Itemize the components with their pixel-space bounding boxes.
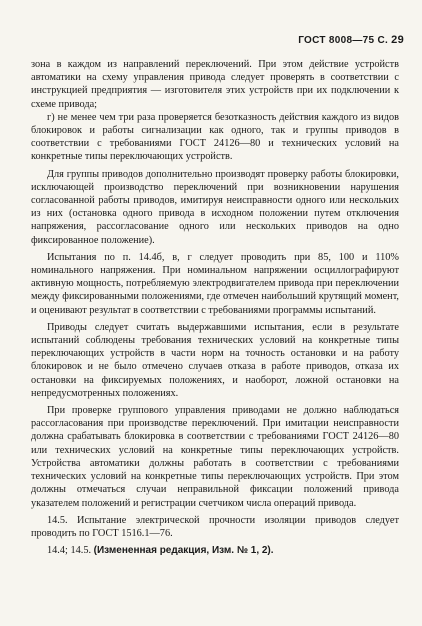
standard-code: ГОСТ 8008—75 [298, 35, 375, 46]
amendment-ref: 14.4; 14.5. [47, 545, 92, 557]
amendment-line [31, 544, 399, 557]
page-number: 29 [391, 34, 404, 46]
paragraph-voltage-tests: Испытания по п. 14.4б, в, г следует проводить при 85, 100 и 110% номинального напряжения. При номинальном напряжении осциллографируют активную мощность, потребляемую электродвигателем привода при переключении между фиксированными положениями, где отмечен наибольший крутящий момент, и оценивают результат в соответствии с требованиями программы испытаний. [31, 251, 399, 316]
document-body [31, 58, 399, 557]
paragraph-item-g: г) не менее чем три раза проверяется безотказность действия каждого из видов блокировок и работы сигнализации как одного, так и группы приводов в соответствии с требованиями ГОСТ 24126—80 и технических условий на конкретные типы переключающих устройств. [31, 111, 399, 163]
page-header [298, 34, 404, 46]
paragraph-group-drives: Для группы приводов дополнительно производят проверку работы блокировки, исключающей производство переключений при возникновении нарушения согласованной работы приводов, имитируя неисправности одного или нескольких из них (остановка одного привода в исходном положении путем отключения напряжения, рассогласование одного или нескольких приводов на одно фиксированное положение). [31, 168, 399, 246]
page-prefix: С. [377, 35, 389, 46]
amendment-note: (Измененная редакция, Изм. № 1, 2). [93, 545, 274, 557]
paragraph-continuation: зона в каждом из направлений переключений. При этом действие устройств автоматики на схему управления привода следует проверять в соответствии с инструкцией предприятия — изготовителя этих устройств при их подключении к схеме привода; [31, 59, 399, 110]
paragraph-14-5: 14.5. Испытание электрической прочности изоляции приводов следует проводить по ГОСТ 1516.1—76. [31, 514, 399, 539]
paragraph-pass-criteria: Приводы следует считать выдержавшими испытания, если в результате испытаний соблюдены требования технических условий на конкретные типы переключающих устройств в части норм на точность остановки и на работу блокировок и не было отмечено случаев отказа в работе приводов, отказа их остановки на фиксируемых положениях, и наоборот, ложной остановки на непредусмотренных положениях. [31, 321, 399, 399]
paragraph-group-control: При проверке группового управления приводами не должно наблюдаться рассогласования при производстве переключений. При имитации неисправности должна срабатывать блокировка в соответствии с требованиями ГОСТ 24126—80 или технических условий на конкретные типы переключающих устройств. Устройства автоматики должны работать в соответствии с требованиями технических условий на конкретные типы переключающих устройств. При этом должны отмечаться случаи неправильной фиксации положений привода указателем положений и регистрации счетчиком числа операций привода. [31, 405, 399, 509]
